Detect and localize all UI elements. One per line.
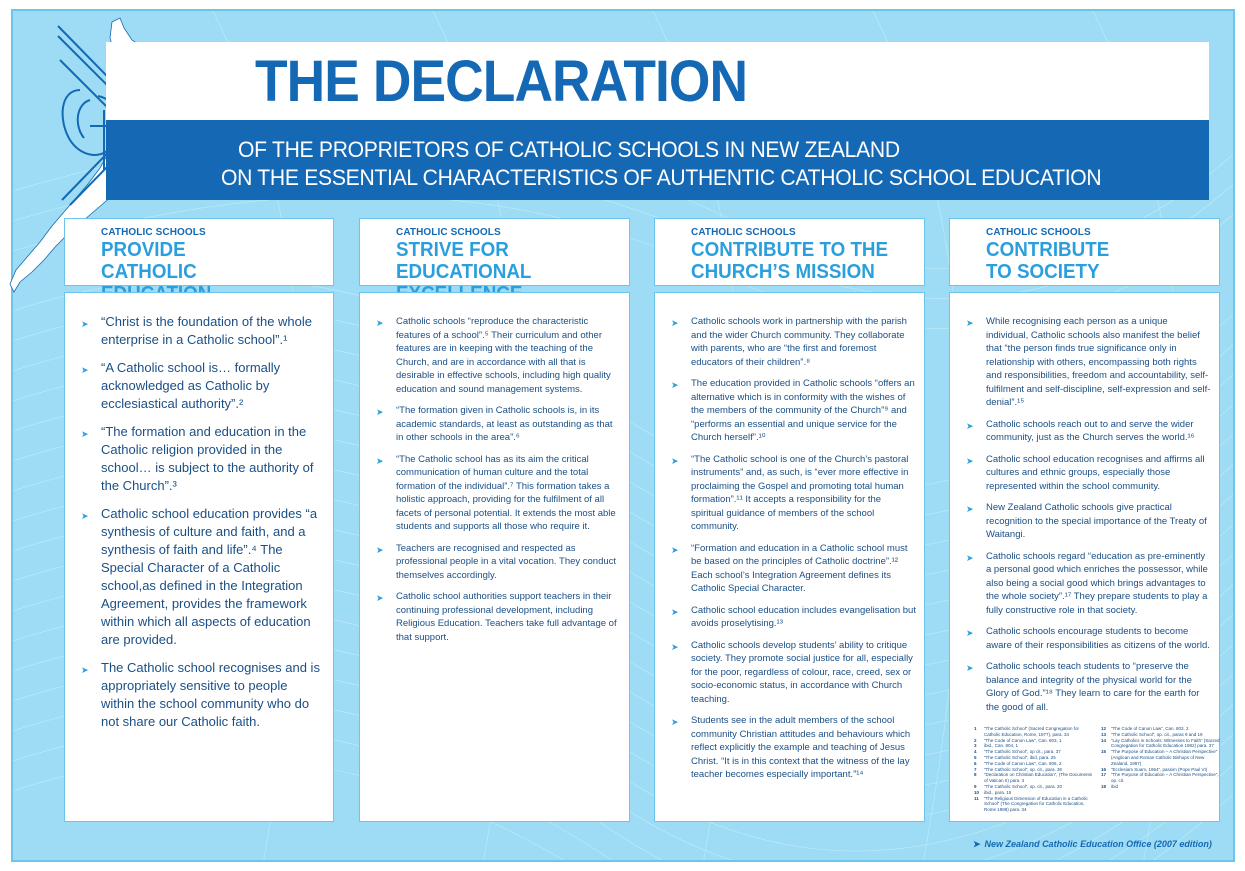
footnote: 10 ibid., para. 15 xyxy=(974,789,1012,795)
footnote: 14 “Lay Catholics in Schools: Witnesses to Faith” (Sacred Congregation for Catholic Education 1982) para. 37 xyxy=(1101,737,1220,749)
footnote: 1 “The Catholic School” (Sacred Congregation for Catholic Education, Rome, 1977), para. 34 xyxy=(974,726,1080,737)
column-title: CONTRIBUTE TO THE CHURCH’S MISSION xyxy=(691,239,889,283)
bullet-arrow-icon: ➤ xyxy=(376,318,384,328)
column-title: CONTRIBUTE TO SOCIETY xyxy=(986,239,1110,283)
bullet-list xyxy=(966,315,1211,714)
credit-line xyxy=(973,839,1212,850)
list-item: ➤ Catholic schools develop students’ ability to critique society. They promote social justice for all, especially for the poor, regardless of colour, race, creed, sex or socio-economic status, in accordance with Church teaching. xyxy=(671,639,913,705)
list-item: ➤ Catholic schools regard “education as pre-eminently a personal good which enriches the possessor, while also being a social good which brings advantages to the whole society”.¹⁷ They prepare students to play a fully constructive role in that society. xyxy=(966,550,1208,616)
bullet-list xyxy=(671,315,916,782)
list-item: ➤ “The formation given in Catholic schools is, in its academic standards, at least as outstanding as that in other schools in the area”.⁶ xyxy=(376,405,613,443)
footnote: 4 “The Catholic School”, op cit., para. 37 xyxy=(974,749,1061,755)
list-item: ➤ Catholic school education recognises and affirms all cultures and ethnic groups, especially those represented within the school community. xyxy=(966,453,1205,492)
column-body-church-mission xyxy=(654,292,925,822)
column-header-contribute-society xyxy=(949,218,1220,286)
bullet-arrow-icon: ➤ xyxy=(671,606,679,617)
list-item: ➤ The Catholic school recognises and is appropriately sensitive to people within the school community who do not share our Catholic faith. xyxy=(81,660,320,729)
column-body-contribute-society xyxy=(949,292,1220,822)
list-item: ➤ Catholic school authorities support teachers in their continuing professional development, including Religious Education. Teachers take full advantage of that support. xyxy=(376,591,617,643)
list-item: ➤ Catholic schools teach students to “preserve the balance and integrity of the physical world for the Glory of God.”¹⁸ They learn to care for the earth for the good of all. xyxy=(966,661,1200,713)
footnote: 16 “Ecclesiam Suam, 1964”, passim (Pope Paul VI) xyxy=(1101,766,1208,772)
footnote: 6 “The Code of Canon Law”, Can. 806, 2 xyxy=(974,760,1062,766)
bullet-arrow-icon: ➤ xyxy=(966,420,974,431)
list-item: ➤ “Christ is the foundation of the whole enterprise in a Catholic school”.¹ xyxy=(81,314,313,347)
footnote: 15 “The Purpose of Education – A Christian Perspective” (Anglican and Roman Catholic Bishops of New Zealand, 1997) xyxy=(1101,749,1218,766)
column-header-church-mission xyxy=(654,218,925,286)
bullet-arrow-icon: ➤ xyxy=(966,504,974,514)
page-title: THE DECLARATION xyxy=(255,49,748,114)
bullet-arrow-icon: ➤ xyxy=(376,544,384,555)
list-item: ➤ “A Catholic school is… formally acknowledged as Catholic by ecclesiastical authority”.² xyxy=(81,360,281,411)
list-item: ➤ “The Catholic school has as its aim the critical communication of human culture and the total formation of the individual”.⁷ This formation takes a holistic approach, providing for the fulfilment of all facets of personal potential. It extends the most able students and supports all those who require it. xyxy=(376,453,616,532)
list-item: ➤ The education provided in Catholic schools “offers an alternative which is in conformity with the wishes of the members of the community of the Church”⁹ and “performs an essential and unique service for the Church herself”.¹⁰ xyxy=(671,378,915,443)
column-kicker: CATHOLIC SCHOOLS xyxy=(691,227,796,238)
bullet-arrow-icon: ➤ xyxy=(81,319,89,329)
list-item: ➤ Catholic school education provides “a synthesis of culture and faith, and a synthesis of faith and life”.⁴ The Special Character of a Catholic school,as defined in the Integration Agreement, provides the framework within which all aspects of education are provided. xyxy=(81,506,318,647)
bullet-arrow-icon: ➤ xyxy=(671,641,679,652)
credit-text: New Zealand Catholic Education Office (2007 edition) xyxy=(984,839,1212,849)
column-title: PROVIDE CATHOLIC xyxy=(101,239,197,283)
list-item: ➤ Catholic school education includes evangelisation but avoids proselytising.¹³ xyxy=(671,604,916,629)
footnote: 8 “Declaration on Christian Education”, (The Documents of Vatican II) para. 3 xyxy=(974,772,1093,784)
footnote: 12 “The Code of Canon Law”, Can. 803, 2 xyxy=(1101,726,1189,731)
list-item: ➤ “The formation and education in the Catholic religion provided in the school… is subject to the authority of the Church”.³ xyxy=(81,424,314,493)
subtitle-line-2: ON THE ESSENTIAL CHARACTERISTICS OF AUTHENTIC CATHOLIC SCHOOL EDUCATION xyxy=(221,165,1102,190)
bullet-list xyxy=(81,313,323,731)
bullet-arrow-icon: ➤ xyxy=(671,380,679,390)
bullet-arrow-icon: ➤ xyxy=(671,318,679,328)
bullet-arrow-icon: ➤ xyxy=(966,552,974,563)
footnote: 9 “The Catholic School”, op. cit., para. 20 xyxy=(974,783,1063,789)
footnote: 3 ibid., Can. 804, 1 xyxy=(974,743,1019,749)
footnote: 18 ibid xyxy=(1101,783,1119,789)
subtitle-line-1: OF THE PROPRIETORS OF CATHOLIC SCHOOLS IN NEW ZEALAND xyxy=(238,137,900,162)
bullet-arrow-icon: ➤ xyxy=(966,318,974,328)
column-kicker: CATHOLIC SCHOOLS xyxy=(101,227,206,238)
column-title: STRIVE FOR EDUCATIONAL xyxy=(396,239,532,283)
footnotes xyxy=(974,726,1234,816)
bullet-list xyxy=(376,315,621,644)
bullet-arrow-icon: ➤ xyxy=(966,628,974,638)
list-item: ➤ Teachers are recognised and respected as professional people in a vital vocation. They conduct themselves accordingly. xyxy=(376,542,617,581)
footnote: 17 “The Purpose of Education – A Christian Perspective”, op. cit. xyxy=(1101,772,1219,784)
list-item: ➤ Students see in the adult members of the school community Christian attitudes and behaviours which reflect explicitly the example and teaching of Jesus Christ. “It is in this context that the witness of the lay teacher becomes especially important.”¹⁴ xyxy=(671,715,911,780)
footnote: 11 “The Religious Dimension of Education in a Catholic School” (The Congregation for Catholic Education, Rome 1988) para. 34 xyxy=(974,795,1088,813)
bullet-arrow-icon: ➤ xyxy=(81,365,89,375)
list-item: ➤ While recognising each person as a unique individual, Catholic schools also manifest the belief that “the person finds true significance only in relationship with others, encompassing both rights and responsibilities, freedom and accountability, self-fulfilment and self-discipline, self-expression and self-denial”.¹⁵ xyxy=(966,316,1211,408)
list-item: ➤ “The Catholic school is one of the Church’s pastoral instruments” and, as such, is “ever more effective in proclaiming the Gospel and promoting total human formation”.¹¹ It accepts a responsibility for the spiritual guidance of members of the school community. xyxy=(671,453,909,532)
bullet-arrow-icon: ➤ xyxy=(81,665,89,675)
footnotes-right-column xyxy=(1101,726,1221,790)
bullet-arrow-icon: ➤ xyxy=(376,455,384,466)
footnote: 13 “The Catholic School”, op. cit., paras 9 and 19 xyxy=(1101,731,1203,737)
column-body-provide-education xyxy=(64,292,334,822)
bullet-arrow-icon: ➤ xyxy=(671,544,679,555)
bullet-arrow-icon: ➤ xyxy=(671,455,679,466)
bullet-arrow-icon: ➤ xyxy=(376,407,384,417)
footnote: 2 “The Code of Canon Law”, Can. 803, 1 xyxy=(974,737,1062,743)
bullet-arrow-icon: ➤ xyxy=(671,717,679,727)
footnote: 7 “The Catholic School”, op. cit., para. 36 xyxy=(974,766,1063,772)
list-item: ➤ Catholic schools reach out to and serve the wider community, just as the Church serves the world.¹⁶ xyxy=(966,418,1195,443)
column-header-educational-excellence xyxy=(359,218,630,286)
bullet-arrow-icon: ➤ xyxy=(376,593,384,603)
footnote: 5 “The Catholic School”, ibid, para. 25 xyxy=(974,754,1056,760)
bullet-arrow-icon: ➤ xyxy=(81,429,89,439)
list-item: ➤ Catholic schools encourage students to become aware of their responsibilities as citizens of the world. xyxy=(966,626,1210,651)
column-header-provide-education xyxy=(64,218,334,286)
list-item: ➤ Catholic schools “reproduce the characteristic features of a school”.⁵ Their curriculum and other features are in keeping with the teaching of the Church, and are in accordance with all that is desirable in effective schools, including high quality education and sound management systems. xyxy=(376,316,611,395)
bullet-arrow-icon: ➤ xyxy=(966,663,974,673)
list-item: ➤ Catholic schools work in partnership with the parish and the wider Church community. They collaborate with parents, who are “the first and foremost educators of their children”.⁸ xyxy=(671,316,907,368)
arrow-icon: ➤ xyxy=(973,839,981,849)
column-body-educational-excellence xyxy=(359,292,630,822)
footnotes-left-column xyxy=(974,726,1094,813)
list-item: ➤ “Formation and education in a Catholic school must be based on the principles of Catholic doctrine”.¹² Each school’s Integration Agreement defines its Catholic Special Character. xyxy=(671,542,908,594)
bullet-arrow-icon: ➤ xyxy=(81,511,89,521)
list-item: ➤ New Zealand Catholic schools give practical recognition to the special importance of the Treaty of Waitangi. xyxy=(966,502,1207,540)
bullet-arrow-icon: ➤ xyxy=(966,455,974,466)
column-kicker: CATHOLIC SCHOOLS xyxy=(396,227,501,238)
column-kicker: CATHOLIC SCHOOLS xyxy=(986,227,1091,238)
